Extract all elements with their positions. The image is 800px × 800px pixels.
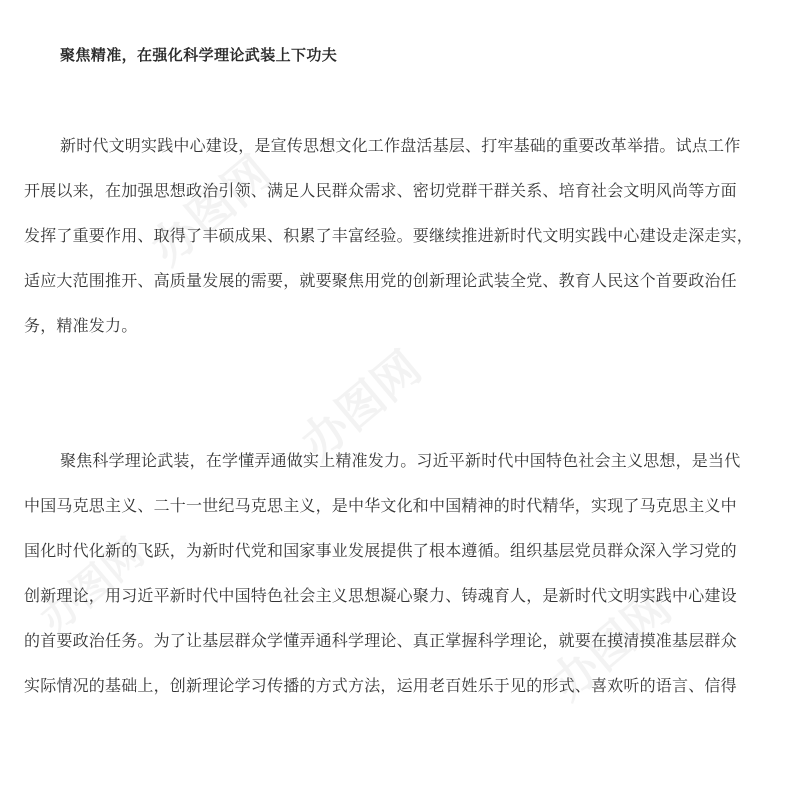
paragraph-line: 新时代文明实践中心建设，是宣传思想文化工作盘活基层、打牢基础的重要改革举措。试点工作: [60, 136, 741, 155]
watermark: 办图网: [31, 529, 153, 643]
paragraph-line: 适应大范围推开、高质量发展的需要，就要聚焦用党的创新理论武装全党、教育人民这个首要政治任: [24, 271, 737, 290]
paragraph: [24, 449, 784, 719]
watermark: 办图网: [290, 340, 432, 471]
watermark: 办图网: [540, 580, 682, 711]
paragraph-line: 聚焦科学理论武装，在学懂弄通做实上精准发力。习近平新时代中国特色社会主义思想，是当代: [60, 451, 741, 470]
paragraph-line: 实际情况的基础上，创新理论学习传播的方式方法，运用老百姓乐于见的形式、喜欢听的语言、信得: [24, 676, 737, 695]
watermark: 办图网: [140, 145, 282, 276]
paragraph-line: 务，精准发力。: [24, 316, 138, 335]
paragraph-line: 开展以来，在加强思想政治引领、满足人民群众需求、密切党群干群关系、培育社会文明风尚等方面: [24, 181, 737, 200]
paragraph-line: 中国马克思主义、二十一世纪马克思主义，是中华文化和中国精神的时代精华，实现了马克思主义中: [24, 496, 737, 515]
paragraph: [24, 134, 784, 359]
paragraph-line: 的首要政治任务。为了让基层群众学懂弄通科学理论、真正掌握科学理论，就要在摸清摸准基层群众: [24, 631, 737, 650]
paragraph-line: 发挥了重要作用、取得了丰硕成果、积累了丰富经验。要继续推进新时代文明实践中心建设走深走实，: [24, 226, 754, 245]
paragraph-line: 创新理论，用习近平新时代中国特色社会主义思想凝心聚力、铸魂育人，是新时代文明实践中心建设: [24, 586, 737, 605]
section-heading: 聚焦精准，在强化科学理论武装上下功夫: [60, 46, 338, 64]
paragraph-line: 国化时代化新的飞跃，为新时代党和国家事业发展提供了根本遵循。组织基层党员群众深入学习党的: [24, 541, 737, 560]
